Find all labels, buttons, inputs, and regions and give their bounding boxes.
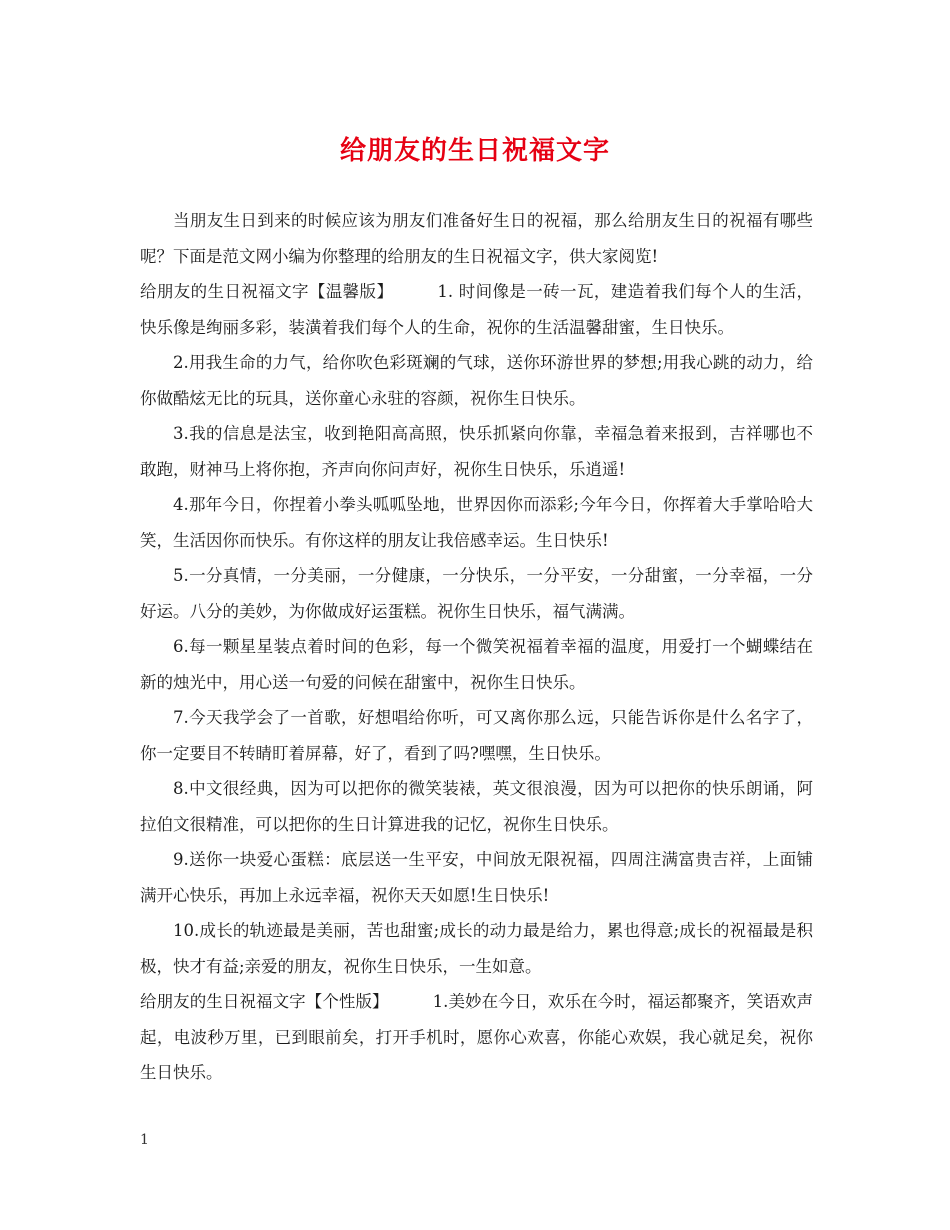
wish-item-6: 6.每一颗星星装点着时间的色彩，每一个微笑祝福着幸福的温度，用爱打一个蝴蝶结在新的烛光中，用心送一句爱的问候在甜蜜中，祝你生日快乐。 bbox=[140, 637, 813, 692]
wish-item-4: 4.那年今日，你捏着小拳头呱呱坠地，世界因你而添彩;今年今日，你挥着大手掌哈哈大笑，生活因你而快乐。有你这样的朋友让我倍感幸运。生日快乐! bbox=[140, 495, 813, 550]
page-title: 给朋友的生日祝福文字 bbox=[339, 136, 610, 166]
section-warm bbox=[140, 274, 813, 345]
section-personal bbox=[140, 984, 813, 1091]
wish-item-5: 5.一分真情，一分美丽，一分健康，一分快乐，一分平安，一分甜蜜，一分幸福，一分好运。八分的美妙，为你做成好运蛋糕。祝你生日快乐，福气满满。 bbox=[140, 566, 813, 621]
wish-item-8: 8.中文很经典，因为可以把你的微笑装裱，英文很浪漫，因为可以把你的快乐朗诵，阿拉伯文很精准，可以把你的生日计算进我的记忆，祝你生日快乐。 bbox=[140, 779, 813, 834]
wish-item-1: 1. 时间像是一砖一瓦，建造着我们每个人的生活，快乐像是绚丽多彩，装潢着我们每个人的生命，祝你的生活温馨甜蜜，生日快乐。 bbox=[140, 282, 813, 337]
wish-item-3: 3.我的信息是法宝，收到艳阳高高照，快乐抓紧向你靠，幸福急着来报到，吉祥哪也不敢跑，财神马上将你抱，齐声向你问声好，祝你生日快乐，乐逍遥! bbox=[140, 424, 813, 479]
wish-item-9: 9.送你一块爱心蛋糕：底层送一生平安，中间放无限祝福，四周注满富贵吉祥，上面铺满开心快乐，再加上永远幸福，祝你天天如愿!生日快乐! bbox=[140, 850, 813, 905]
wish-item-2: 2.用我生命的力气，给你吹色彩斑斓的气球，送你环游世界的梦想;用我心跳的动力，给你做酷炫无比的玩具，送你童心永驻的容颜，祝你生日快乐。 bbox=[140, 353, 813, 408]
document-body bbox=[140, 203, 813, 1091]
page-number: 1 bbox=[140, 1132, 149, 1148]
intro-paragraph: 当朋友生日到来的时候应该为朋友们准备好生日的祝福，那么给朋友生日的祝福有哪些呢？下面是范文网小编为你整理的给朋友的生日祝福文字，供大家阅览! bbox=[140, 211, 813, 266]
wish-item-7: 7.今天我学会了一首歌，好想唱给你听，可又离你那么远，只能告诉你是什么名字了，你一定要目不转睛盯着屏幕，好了，看到了吗?嘿嘿，生日快乐。 bbox=[140, 708, 813, 763]
section-heading-warm: 给朋友的生日祝福文字【温馨版】 bbox=[140, 282, 394, 301]
section-heading-personal: 给朋友的生日祝福文字【个性版】 bbox=[140, 992, 389, 1011]
personal-wish-item-1: 1.美妙在今日，欢乐在今时，福运都聚齐，笑语欢声起，电波秒万里，已到眼前矣，打开手机时，愿你心欢喜，你能心欢娱，我心就足矣，祝你生日快乐。 bbox=[140, 992, 814, 1082]
wish-item-10: 10.成长的轨迹最是美丽，苦也甜蜜;成长的动力最是给力，累也得意;成长的祝福最是积极，快才有益;亲爱的朋友，祝你生日快乐，一生如意。 bbox=[140, 921, 813, 976]
